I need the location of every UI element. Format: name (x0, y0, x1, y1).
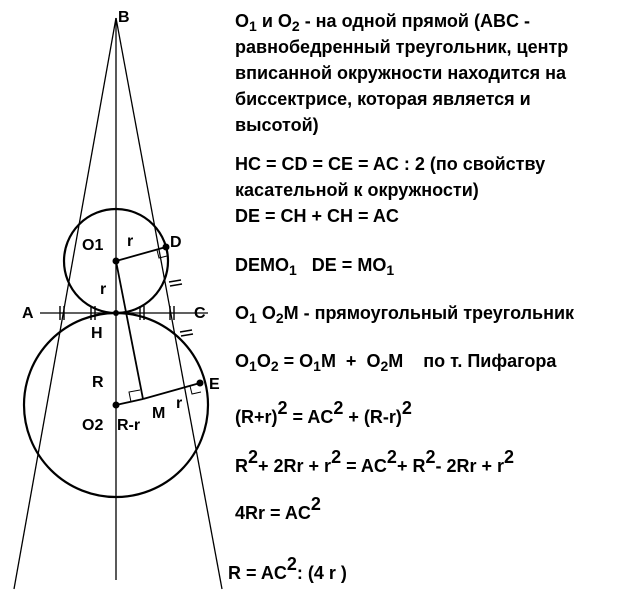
text-line-8: DE = CH + CH = AC (235, 206, 399, 226)
text-line-9: $DEMO_1$ DE = $MO_1$ (235, 255, 395, 278)
text-line-7: касательной к окружности) (235, 180, 479, 200)
text-line-11: $O_1O_2 = O_1M + O_2M$ по т. Пифагора (235, 351, 557, 374)
segment-o2m (116, 399, 143, 405)
side-bc (116, 18, 222, 589)
text-line-14: 4Rr = AC2 (235, 494, 321, 523)
text-line-6: HC = CD = CE = AC : 2 (по свойству (235, 154, 546, 174)
label-r-me: r (176, 395, 183, 412)
label-d: D (170, 234, 182, 251)
text-line-1: $O_1$ и $O_2$ - на одной прямой (ABC - (235, 11, 530, 34)
text-line-3: вписанной окружности находится на (235, 63, 566, 83)
point-o2 (113, 402, 120, 409)
text-line-10: $O_1$ $O_2M$ - прямоугольный треугольник (235, 303, 575, 326)
point-d (163, 244, 170, 251)
label-o1: O1 (82, 237, 104, 254)
label-e: E (209, 376, 220, 393)
label-h: H (91, 325, 103, 342)
text-line-13: R2+ 2Rr + r2 = AC2+ R2- 2Rr + r2 (235, 447, 515, 476)
point-h (113, 310, 119, 316)
text-line-12: (R+r)2 = AC2 + (R-r)2 (235, 398, 412, 427)
label-r-o1m: r (100, 281, 107, 298)
point-e (197, 380, 204, 387)
label-r-o1d: r (127, 233, 134, 250)
label-o2: O2 (82, 417, 104, 434)
label-R-minus-r: R-r (117, 417, 141, 434)
segment-o1m (116, 261, 143, 399)
point-o1 (113, 258, 120, 265)
right-angle-d (157, 250, 167, 258)
label-a: A (22, 305, 34, 322)
text-line-2: равнобедренный треугольник, центр (235, 37, 569, 57)
label-R: R (92, 374, 104, 391)
label-m: M (152, 405, 166, 422)
text-line-5: высотой) (235, 115, 319, 135)
right-angle-e (190, 386, 201, 394)
side-ab (14, 18, 116, 589)
label-b: B (118, 9, 130, 26)
text-line-15: R = AC2: (4 r ) (228, 554, 347, 583)
text-line-4: биссектрисе, которая является и (235, 89, 531, 109)
label-c: C (194, 305, 206, 322)
